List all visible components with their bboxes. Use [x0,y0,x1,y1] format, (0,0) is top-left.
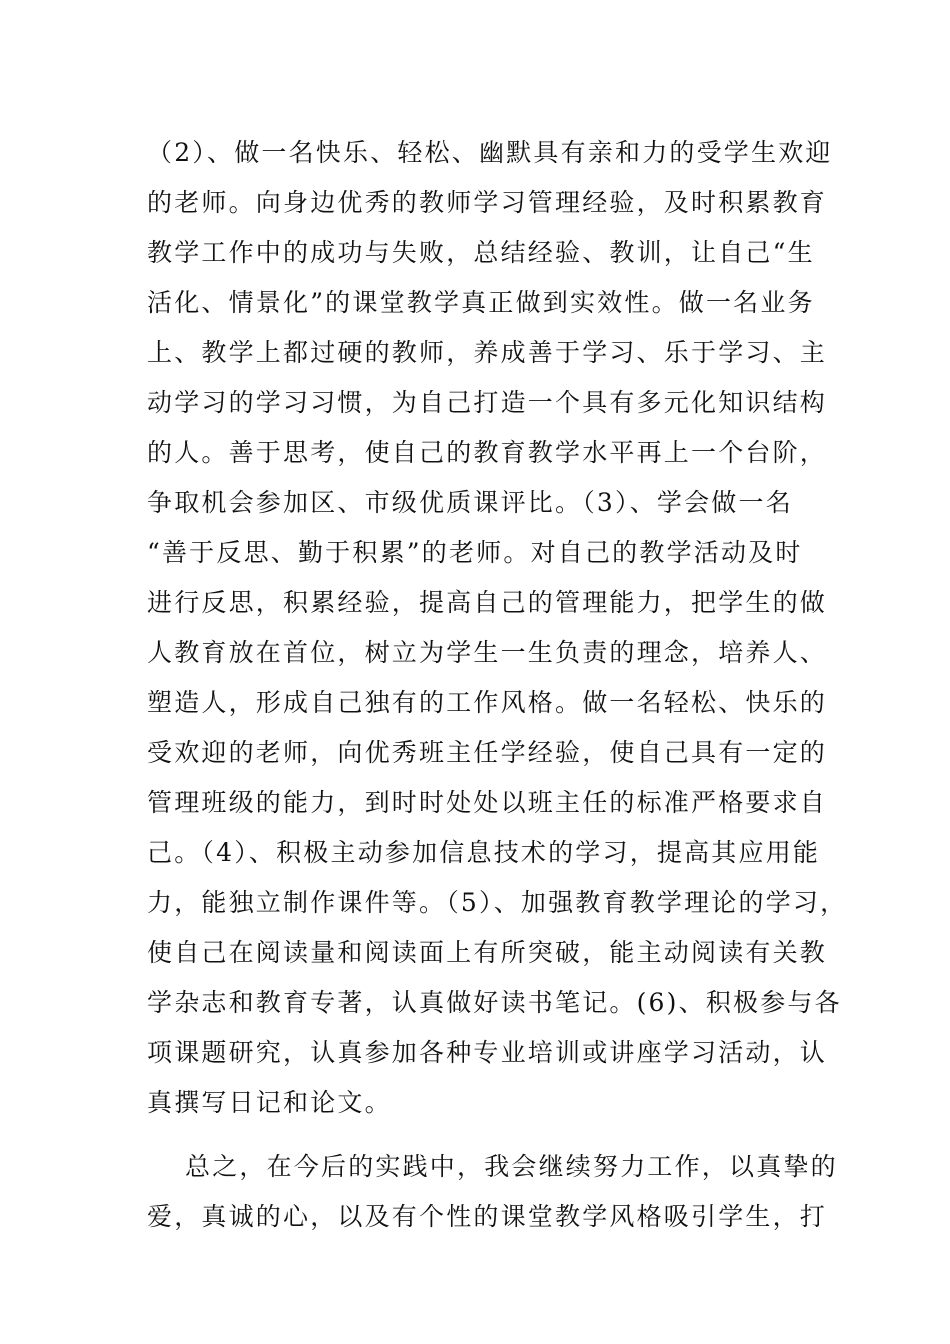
text-line: 力，能独立制作课件等。（5）、加强教育教学理论的学习， [147,888,848,917]
text-line: 己。（4）、积极主动参加信息技术的学习，提高其应用能 [147,838,821,867]
text-line: 学杂志和教育专著，认真做好读书笔记。(6)、积极参与各 [147,988,842,1017]
text-line: 受欢迎的老师，向优秀班主任学经验，使自己具有一定的 [147,738,828,767]
text-line: 争取机会参加区、市级优质课评比。（3）、学会做一名 [147,488,793,517]
text-line: 塑造人，形成自己独有的工作风格。做一名轻松、快乐的 [147,688,828,717]
paragraph-2 [147,1142,838,1242]
text-line: （2）、做一名快乐、轻松、幽默具有亲和力的受学生欢迎 [147,138,833,167]
text-line: 的老师。向身边优秀的教师学习管理经验，及时积累教育 [147,188,828,217]
text-line: 总之，在今后的实践中，我会继续努力工作，以真挚的 [185,1152,838,1181]
document-body [147,128,848,1242]
text-line: 的人。善于思考，使自己的教育教学水平再上一个台阶， [147,438,828,467]
paragraph-spacer [147,1128,827,1142]
text-line: 爱，真诚的心，以及有个性的课堂教学风格吸引学生，打 [147,1202,828,1231]
paragraph-1 [147,128,848,1128]
text-line: 真撰写日记和论文。 [147,1088,392,1117]
text-line: 人教育放在首位，树立为学生一生负责的理念，培养人、 [147,638,828,667]
text-line: 项课题研究，认真参加各种专业培训或讲座学习活动，认 [147,1038,828,1067]
text-line: 活化、情景化”的课堂教学真正做到实效性。做一名业务 [147,288,815,317]
text-line: 上、教学上都过硬的教师，养成善于学习、乐于学习、主 [147,338,828,367]
text-line: 使自己在阅读量和阅读面上有所突破，能主动阅读有关教 [147,938,828,967]
text-line: “善于反思、勤于积累”的老师。对自己的教学活动及时 [147,538,803,567]
text-line: 动学习的学习习惯，为自己打造一个具有多元化知识结构 [147,388,828,417]
text-line: 教学工作中的成功与失败，总结经验、教训，让自己“生 [147,238,815,267]
text-line: 进行反思，积累经验，提高自己的管理能力，把学生的做 [147,588,828,617]
text-line: 管理班级的能力，到时时处处以班主任的标准严格要求自 [147,788,828,817]
